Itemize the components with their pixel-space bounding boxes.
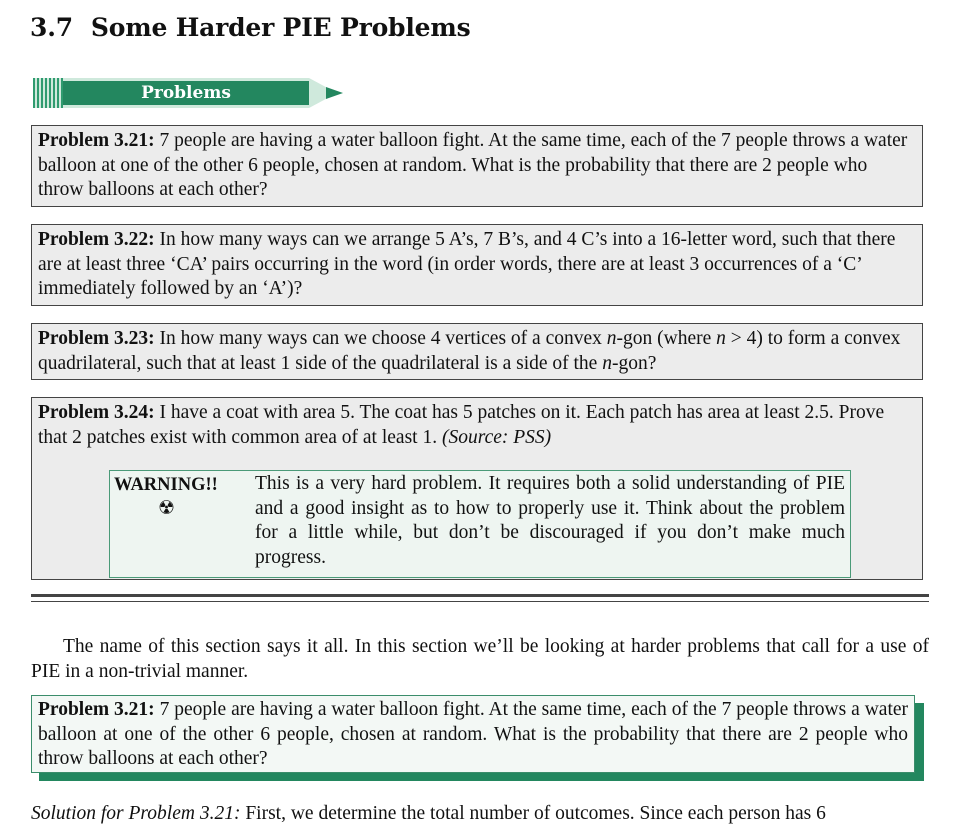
problem-box-3-21: [31, 125, 923, 207]
problem-label: Problem 3.24:: [38, 402, 155, 423]
warning-label: WARNING!!: [114, 475, 218, 495]
solution-label: Solution for Problem 3.21:: [31, 803, 241, 824]
problem-text-4: -gon?: [611, 352, 657, 374]
problem-label: Problem 3.23:: [38, 328, 155, 349]
variable-n: n: [602, 352, 612, 374]
section-number: 3.7: [30, 13, 73, 42]
problem-source: (Source: PSS): [441, 426, 552, 448]
warning-box: [109, 470, 851, 578]
problem-text: In how many ways can we arrange 5 A’s, 7 B’s, and 4 C’s into a 16-letter word, such that there are at least three ‘CA’ pairs occurring in the word (in order words, there are at least 3 occurrences of a ‘C’ immediately followed by an ‘A’)?: [38, 229, 896, 299]
problem-label: Problem 3.21:: [38, 130, 155, 151]
problem-label: Problem 3.22:: [38, 229, 155, 250]
banner-stripes: [33, 78, 63, 108]
problem-text: 7 people are having a water balloon fight. At the same time, each of the 7 people throws a water balloon at one of the other 6 people, chosen at random. What is the probability that there are 2 people who throw balloons at each other?: [38, 699, 909, 769]
problem-box-3-24: [31, 397, 923, 580]
problems-banner: [33, 78, 333, 108]
box-shadow-bottom: [39, 773, 924, 781]
problem-text: I have a coat with area 5. The coat has 5 patches on it. Each patch has area at least 2.5. Prove that 2 patches exist with common area of at least 1.: [38, 402, 885, 448]
highlighted-problem-box: [31, 695, 915, 773]
solution-line: [31, 802, 929, 827]
variable-n: n: [606, 328, 617, 349]
section-divider: [31, 594, 929, 597]
pencil-lead-icon: [326, 87, 343, 99]
problem-text-1: In how many ways can we choose 4 vertices of a convex: [159, 328, 607, 349]
radiation-icon: ☢: [158, 497, 176, 519]
problem-label: Problem 3.21:: [38, 699, 155, 720]
section-title: [30, 12, 470, 44]
intro-paragraph: The name of this section says it all. In this section we’ll be looking at harder problems that call for a use of PIE in a non-trivial manner.: [31, 636, 929, 682]
warning-text: This is a very hard problem. It requires both a solid understanding of PIE and a good insight as to how to properly use it. Think about the problem for a little while, but don’t be discouraged if you don’t make much progress.: [255, 473, 845, 568]
section-title-text: Some Harder PIE Problems: [90, 13, 471, 42]
section-divider-thin: [31, 601, 929, 602]
problem-text-3: > 4) to form a convex quadrilateral, such that at least 1 side of the quadrilateral is a side of the: [38, 328, 901, 374]
problem-text: 7 people are having a water balloon fight. At the same time, each of the 7 people throws a water balloon at one of the other 6 people, chosen at random. What is the probability that there are 2 people who throw balloons at each other?: [38, 130, 908, 200]
problem-box-3-22: [31, 224, 923, 306]
problem-box-3-23: [31, 323, 923, 380]
box-shadow-right: [915, 703, 924, 781]
variable-n: n: [716, 328, 726, 349]
banner-label: Problems: [141, 83, 231, 103]
solution-text: First, we determine the total number of outcomes. Since each person has 6: [245, 803, 826, 824]
problem-text-2: -gon (where: [616, 328, 717, 349]
